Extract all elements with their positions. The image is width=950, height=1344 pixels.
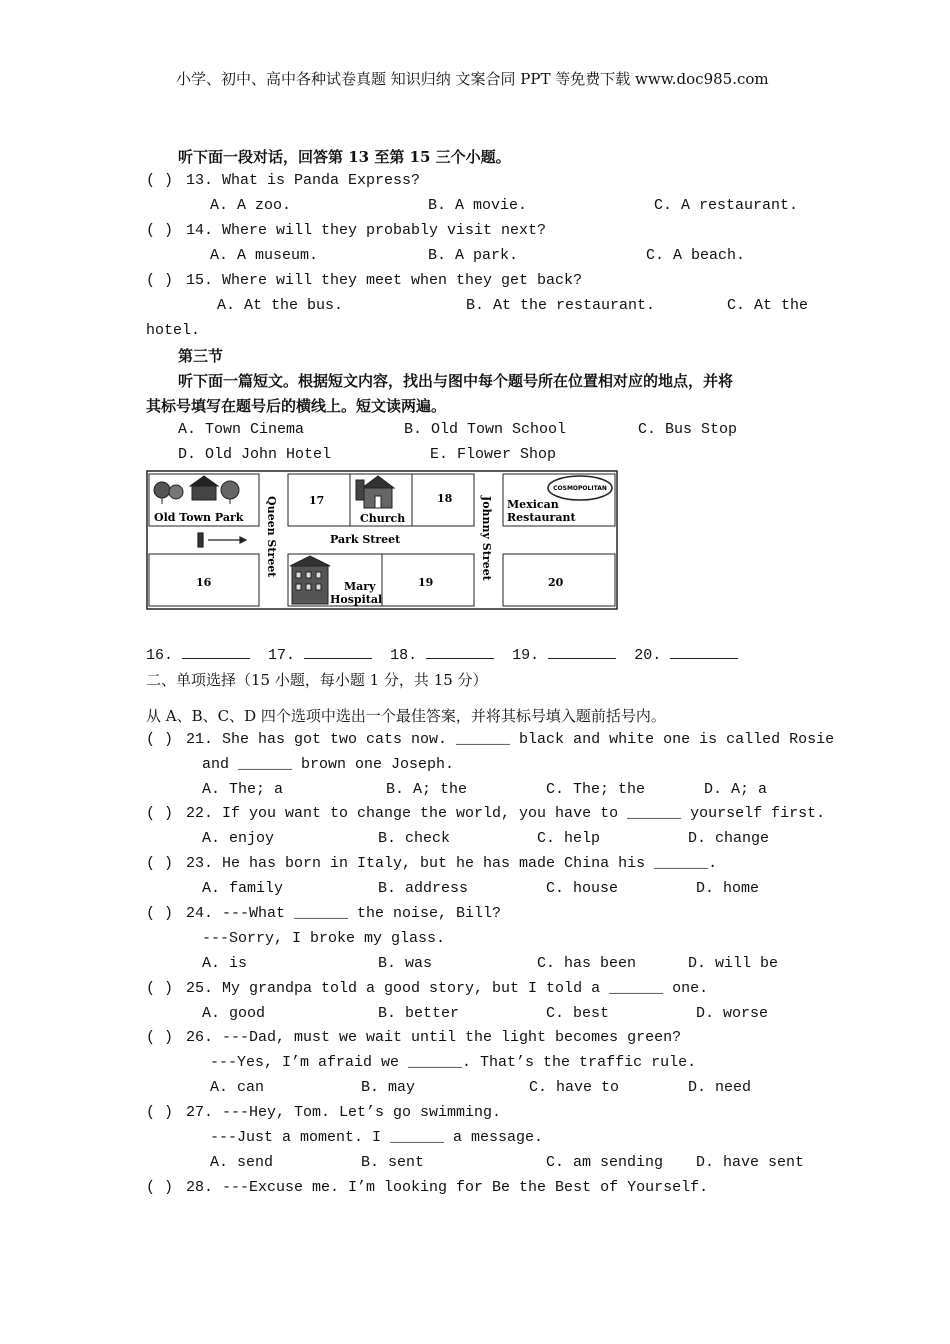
question-stem: 13. What is Panda Express? [186, 172, 421, 189]
q21-option-d: D. A; a [704, 781, 768, 798]
q15-option-b: B. At the restaurant. [466, 297, 656, 314]
section3-instruction-1: 听下面一篇短文。根据短文内容，找出与图中每个题号所在位置相对应的地点，并将 [178, 372, 734, 390]
q14-option-b: B. A park. [428, 247, 519, 264]
q22-option-c: C. help [537, 830, 601, 847]
mary-label-1: Mary [344, 580, 376, 593]
q15-option-c: C. At the [727, 297, 809, 314]
q25-option-c: C. best [546, 1005, 610, 1022]
answer-18-label: 18. [390, 647, 418, 664]
question-stem: 23. He has born in Italy, but he has made China his ______. [186, 855, 718, 872]
question-stem: 28. ---Excuse me. I’m looking for Be the Best of Yourself. [186, 1179, 709, 1196]
logo-label: COSMOPOLITAN [553, 485, 607, 492]
q26-option-c: C. have to [529, 1079, 620, 1096]
q26-option-d: D. need [688, 1079, 752, 1096]
answer-17-blank[interactable] [304, 646, 372, 659]
choice-b: B. Old Town School [404, 421, 567, 438]
queen-street-label: Queen Street [265, 496, 278, 578]
mexican-label-2: Restaurant [507, 511, 576, 524]
mary-label-2: Hospital [330, 593, 383, 606]
block-16-label: 16 [196, 576, 212, 589]
question-24-line2: ---Sorry, I broke my glass. [202, 930, 446, 947]
q22-option-a: A. enjoy [202, 830, 275, 847]
answer-16-label: 16. [146, 647, 174, 664]
question-24 [146, 905, 501, 922]
answer-paren[interactable]: ( ) [146, 980, 174, 997]
q21-option-c: C. The; the [546, 781, 646, 798]
question-stem: 22. If you want to change the world, you have to ______ yourself first. [186, 805, 826, 822]
q27-option-c: C. am sending [546, 1154, 664, 1171]
q13-option-c: C. A restaurant. [654, 197, 799, 214]
q15-option-c-wrap: hotel. [146, 322, 201, 339]
question-stem: 25. My grandpa told a good story, but I told a ______ one. [186, 980, 709, 997]
answer-paren[interactable]: ( ) [146, 731, 174, 748]
q26-option-b: B. may [361, 1079, 416, 1096]
old-town-park-label: Old Town Park [154, 511, 244, 524]
choice-c: C. Bus Stop [638, 421, 738, 438]
q21-option-a: A. The; a [202, 781, 284, 798]
question-27-line2: ---Just a moment. I ______ a message. [210, 1129, 544, 1146]
question-22 [146, 805, 825, 822]
q24-option-b: B. was [378, 955, 433, 972]
q25-option-a: A. good [202, 1005, 266, 1022]
question-stem: 26. ---Dad, must we wait until the light becomes green? [186, 1029, 682, 1046]
q25-option-d: D. worse [696, 1005, 769, 1022]
question-28 [146, 1179, 708, 1196]
q24-option-d: D. will be [688, 955, 779, 972]
church-label: Church [360, 512, 406, 525]
q23-option-d: D. home [696, 880, 760, 897]
block-17-label: 17 [309, 494, 325, 507]
question-21 [146, 731, 834, 748]
hospital-icon [290, 556, 330, 604]
answer-16-blank[interactable] [182, 646, 250, 659]
question-26-line2: ---Yes, I’m afraid we ______. That’s the traffic rule. [210, 1054, 697, 1071]
q13-option-b: B. A movie. [428, 197, 528, 214]
section3-title: 第三节 [178, 347, 224, 365]
section2-title: 二、单项选择（15 小题，每小题 1 分，共 15 分） [146, 671, 488, 689]
question-25 [146, 980, 708, 997]
q15-option-a: A. At the bus. [217, 297, 344, 314]
answer-row [146, 646, 738, 664]
question-13 [146, 172, 420, 189]
section2-instruction: 从 A、B、C、D 四个选项中选出一个最佳答案，并将其标号填入题前括号内。 [146, 707, 666, 725]
block-19-label: 19 [418, 576, 434, 589]
answer-paren[interactable]: ( ) [146, 1179, 174, 1196]
q27-option-d: D. have sent [696, 1154, 805, 1171]
choice-e: E. Flower Shop [430, 446, 557, 463]
answer-20-blank[interactable] [670, 646, 738, 659]
page-header: 小学、初中、高中各种试卷真题 知识归纳 文案合同 PPT 等免费下载 www.doc985.com [176, 70, 769, 88]
question-stem: 15. Where will they meet when they get back? [186, 272, 583, 289]
q24-option-a: A. is [202, 955, 248, 972]
park-street-label: Park Street [330, 533, 401, 546]
question-15 [146, 272, 582, 289]
answer-19-blank[interactable] [548, 646, 616, 659]
q27-option-b: B. sent [361, 1154, 425, 1171]
answer-paren[interactable]: ( ) [146, 805, 174, 822]
question-stem: 27. ---Hey, Tom. Let’s go swimming. [186, 1104, 502, 1121]
choice-d: D. Old John Hotel [178, 446, 332, 463]
answer-18-blank[interactable] [426, 646, 494, 659]
question-stem: 21. She has got two cats now. ______ black and white one is called Rosie [186, 731, 835, 748]
q14-option-c: C. A beach. [646, 247, 746, 264]
question-23 [146, 855, 717, 872]
dialogue-instruction: 听下面一段对话，回答第 13 至第 15 三个小题。 [178, 148, 511, 166]
q21-option-b: B. A; the [386, 781, 468, 798]
block-18-label: 18 [437, 492, 453, 505]
answer-paren[interactable]: ( ) [146, 1029, 174, 1046]
answer-paren[interactable]: ( ) [146, 855, 174, 872]
question-21-line2: and ______ brown one Joseph. [202, 756, 455, 773]
street-map [146, 470, 618, 610]
block-20-label: 20 [548, 576, 564, 589]
q26-option-a: A. can [210, 1079, 265, 1096]
q13-option-a: A. A zoo. [210, 197, 292, 214]
answer-paren[interactable]: ( ) [146, 905, 174, 922]
answer-20-label: 20. [634, 647, 662, 664]
answer-paren[interactable]: ( ) [146, 1104, 174, 1121]
q25-option-b: B. better [378, 1005, 460, 1022]
question-14 [146, 222, 546, 239]
answer-paren[interactable]: ( ) [146, 222, 174, 239]
q24-option-c: C. has been [537, 955, 637, 972]
question-stem: 14. Where will they probably visit next? [186, 222, 547, 239]
q27-option-a: A. send [210, 1154, 274, 1171]
q22-option-d: D. change [688, 830, 770, 847]
choice-a: A. Town Cinema [178, 421, 305, 438]
answer-17-label: 17. [268, 647, 296, 664]
q23-option-a: A. family [202, 880, 284, 897]
question-stem: 24. ---What ______ the noise, Bill? [186, 905, 502, 922]
question-27 [146, 1104, 501, 1121]
q14-option-a: A. A museum. [210, 247, 319, 264]
q23-option-b: B. address [378, 880, 469, 897]
answer-19-label: 19. [512, 647, 540, 664]
q23-option-c: C. house [546, 880, 619, 897]
question-26 [146, 1029, 681, 1046]
q22-option-b: B. check [378, 830, 451, 847]
mexican-label-1: Mexican [507, 498, 559, 511]
answer-paren[interactable]: ( ) [146, 172, 174, 189]
answer-paren[interactable]: ( ) [146, 272, 174, 289]
section3-instruction-2: 其标号填写在题号后的横线上。短文读两遍。 [146, 397, 447, 415]
johnny-street-label: Johnny Street [480, 496, 493, 581]
